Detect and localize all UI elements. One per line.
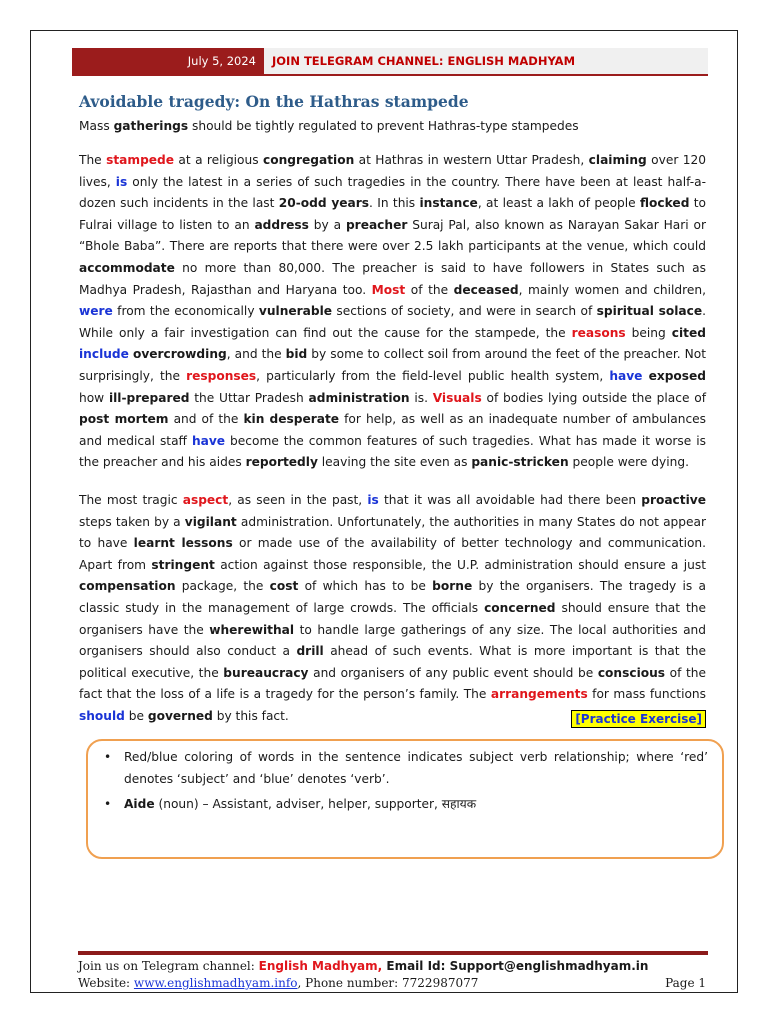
bold-word: accommodate — [79, 260, 175, 275]
subject-word: reasons — [571, 325, 626, 340]
bold-word: wherewithal — [209, 622, 295, 637]
bold-word: governed — [147, 708, 213, 723]
bold-word: learnt lessons — [133, 536, 233, 551]
footer-divider — [78, 951, 708, 955]
bold-word: proactive — [641, 493, 706, 507]
bold-word: conscious — [597, 665, 666, 680]
bold-word: 20-odd years — [278, 196, 370, 211]
article-paragraph-1: The stampede at a religious congregation at Hathras in western Uttar Pradesh, claiming over 120 lives, is only the latest in a series of such tragedies in the country. There have been at least half-a-dozen such incidents in the last 20-odd years. In this instance, at least a lakh of people flocked to Fulrai village to listen to an address by a preacher Suraj Pal, also known as Narayan Sakar Hari or “Bhole Baba”. There are reports that there were over 2.5 lakh participants at the venue, which could accommodate no more than 80,000. The preacher is said to have followers in States such as Madhya Pradesh, Rajasthan and Haryana too. Most of the deceased, mainly women and children, were from the economically vulnerable sections of society, and were in search of spiritual solace. While only a fair investigation can find out the cause for the stampede, the reasons being cited include overcrowding, and the bid by some to collect soil from around the feet of the preacher. Not surprisingly, the responses, particularly from the field-level public health system, have exposed how ill-prepared the Uttar Pradesh administration is. Visuals of bodies lying outside the place of post mortem and of the kin desperate for help, as well as an inadequate number of ambulances and medical staff have become the common features of such tragedies. What has made it worse is the preacher and his aides reportedly leaving the site even as panic-stricken people were dying. — [79, 153, 707, 470]
bold-word: address — [254, 217, 309, 232]
verb-word: were — [79, 304, 113, 319]
bold-word: borne — [432, 579, 473, 594]
verb-word: is — [115, 174, 128, 189]
bold-word: spiritual solace — [596, 304, 703, 319]
bold-word: post mortem — [79, 412, 169, 427]
header-telegram-channel[interactable]: JOIN TELEGRAM CHANNEL: ENGLISH MADHYAM — [272, 54, 576, 68]
header-bar — [72, 48, 708, 76]
verb-word: include — [79, 347, 129, 362]
note-text: Aide (noun) – Assistant, adviser, helper, supporter, सहायक — [124, 797, 477, 812]
subject-word: aspect — [182, 493, 229, 507]
bullet-icon: • — [104, 797, 112, 812]
bold-word: panic-stricken — [471, 455, 569, 470]
bold-word: deceased — [453, 282, 519, 297]
subject-word: Visuals — [432, 390, 482, 405]
page-number: Page 1 — [665, 976, 706, 990]
bold-word: vigilant — [184, 514, 237, 529]
bold-word: bureaucracy — [223, 665, 309, 680]
article-subtitle: Mass gatherings should be tightly regulated to prevent Hathras-type stampedes — [79, 119, 579, 133]
note-item — [102, 747, 708, 790]
article-title: Avoidable tragedy: On the Hathras stampede — [79, 92, 469, 111]
verb-word: should — [79, 708, 125, 723]
bold-word: drill — [296, 644, 324, 659]
bold-word: bid — [285, 347, 308, 362]
bold-word: ill-prepared — [108, 390, 190, 405]
notes-list — [102, 747, 708, 820]
note-text: Red/blue coloring of words in the sentence indicates subject verb relationship; where ‘red’ denotes ‘subject’ and ‘blue’ denotes ‘verb’. — [124, 750, 708, 786]
bold-word: vulnerable — [258, 304, 333, 319]
footer-phone: , Phone number: 7722987077 — [297, 976, 479, 990]
footer-website-link[interactable]: www.englishmadhyam.info — [133, 976, 298, 990]
bold-word: Aide — [124, 797, 155, 812]
article-paragraph-2-block — [79, 490, 706, 730]
bold-word: congregation — [262, 153, 355, 167]
verb-word: have — [191, 433, 226, 448]
footer-website-label: Website: — [78, 976, 134, 990]
verb-word: is — [367, 493, 379, 507]
bold-word: gatherings — [113, 119, 189, 133]
bold-word: flocked — [640, 196, 690, 211]
bold-word: cited — [671, 325, 706, 340]
bold-word: compensation — [79, 579, 176, 594]
bold-word: claiming — [588, 153, 647, 167]
bold-word: instance — [419, 196, 478, 211]
footer-contact-line — [78, 959, 648, 973]
note-item — [102, 794, 708, 816]
subject-word: arrangements — [490, 687, 588, 702]
bold-word: cost — [269, 579, 299, 594]
bold-word: preacher — [345, 217, 408, 232]
notes-box — [86, 739, 724, 859]
bold-word: stringent — [151, 557, 215, 572]
bullet-icon: • — [104, 750, 112, 764]
footer-email[interactable]: Email Id: Support@englishmadhyam.in — [382, 959, 649, 973]
article-paragraph-2: The most tragic aspect, as seen in the past, is that it was all avoidable had there been proactive steps taken by a vigilant administration. Unfortunately, the authorities in many States do not appear to have learnt lessons or made use of the availability of better technology and communication. Apart from stringent action against those responsible, the U.P. administration should ensure a just compensation package, the cost of which has to be borne by the organisers. The tragedy is a classic study in the management of large crowds. The officials concerned should ensure that the organisers have the wherewithal to handle large gatherings of any size. The local authorities and organisers should also conduct a drill ahead of such events. What is more important is that the political executive, the bureaucracy and organisers of any public event should be conscious of the fact that the loss of a life is a tragedy for the person’s family. The arrangements for mass functions should be governed by this fact. — [79, 493, 707, 723]
subject-word: Most — [371, 282, 406, 297]
practice-exercise-link[interactable]: [Practice Exercise] — [571, 710, 706, 728]
footer-website-line — [78, 976, 478, 990]
footer-brand-link[interactable]: English Madhyam, — [258, 959, 383, 973]
bold-word: overcrowding — [132, 347, 227, 362]
subject-word: stampede — [106, 153, 175, 167]
bold-word: reportedly — [245, 455, 318, 470]
bold-word: kin — [243, 412, 265, 427]
bold-word: concerned — [484, 600, 556, 615]
bold-word: exposed — [648, 368, 707, 383]
bold-word: administration — [308, 390, 410, 405]
header-date: July 5, 2024 — [72, 48, 264, 74]
verb-word: have — [609, 368, 643, 383]
footer-telegram-label: Join us on Telegram channel: — [78, 959, 259, 973]
subject-word: responses — [186, 368, 257, 383]
bold-word: desperate — [269, 412, 340, 427]
